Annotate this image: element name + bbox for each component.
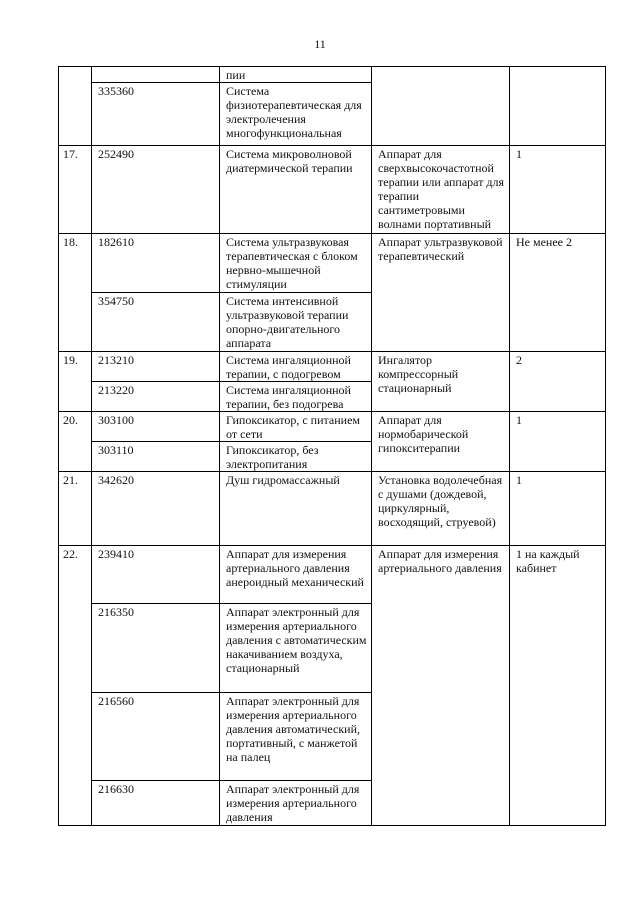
name-cell: Аппарат электронный для измерения артериального давления с автоматическим накачиванием воздуха, стационарный: [220, 604, 372, 693]
device-cell: Ингалятор компрессорный стационарный: [372, 352, 510, 412]
code-cell: 239410: [92, 546, 220, 604]
code-cell: [92, 67, 220, 83]
quantity-cell: 1 на каждый кабинет: [510, 546, 606, 826]
device-cell: Аппарат для сверхвысокочастотной терапии или аппарат для терапии сантиметровыми волнами портативный: [372, 146, 510, 234]
name-cell: Система интенсивной ультразвуковой терапии опорно-двигательного аппарата: [220, 293, 372, 352]
page-number: 11: [314, 37, 326, 51]
quantity-cell: 1: [510, 412, 606, 472]
code-cell: 303100: [92, 412, 220, 442]
row-number-cell: 21.: [59, 472, 92, 546]
table-row: [59, 234, 606, 293]
name-cell: Система ультразвуковая терапевтическая с блоком нервно-мышечной стимуляции: [220, 234, 372, 293]
name-cell: Гипоксикатор, без электропитания: [220, 442, 372, 472]
table-row: [59, 352, 606, 382]
code-cell: 182610: [92, 234, 220, 293]
code-cell: 213220: [92, 382, 220, 412]
quantity-cell: [510, 67, 606, 146]
row-number-cell: [59, 67, 92, 146]
row-number-cell: 18.: [59, 234, 92, 352]
code-cell: 216350: [92, 604, 220, 693]
quantity-cell: Не менее 2: [510, 234, 606, 352]
row-number-cell: 17.: [59, 146, 92, 234]
device-cell: Аппарат для нормобарической гипокситерапии: [372, 412, 510, 472]
name-cell: Система ингаляционной терапии, без подогрева: [220, 382, 372, 412]
table-row: [59, 546, 606, 604]
name-cell: Система ингаляционной терапии, с подогревом: [220, 352, 372, 382]
code-cell: 303110: [92, 442, 220, 472]
name-cell: пии: [220, 67, 372, 83]
name-cell: Аппарат для измерения артериального давления анероидный механический: [220, 546, 372, 604]
device-cell: [372, 67, 510, 146]
table-row: [59, 67, 606, 83]
code-cell: 216630: [92, 781, 220, 826]
code-cell: 335360: [92, 83, 220, 146]
code-cell: 252490: [92, 146, 220, 234]
device-cell: Аппарат ультразвуковой терапевтический: [372, 234, 510, 352]
device-cell: Установка водолечебная с душами (дождевой, циркулярный, восходящий, струевой): [372, 472, 510, 546]
code-cell: 216560: [92, 693, 220, 781]
name-cell: Система физиотерапевтическая для электролечения многофункциональная: [220, 83, 372, 146]
equipment-table: [58, 66, 606, 826]
code-cell: 354750: [92, 293, 220, 352]
quantity-cell: 1: [510, 146, 606, 234]
name-cell: Гипоксикатор, с питанием от сети: [220, 412, 372, 442]
name-cell: Душ гидромассажный: [220, 472, 372, 546]
code-cell: 213210: [92, 352, 220, 382]
code-cell: 342620: [92, 472, 220, 546]
row-number-cell: 20.: [59, 412, 92, 472]
row-number-cell: 22.: [59, 546, 92, 826]
name-cell: Аппарат электронный для измерения артериального давления автоматический, портативный, с манжетой на палец: [220, 693, 372, 781]
name-cell: Система микроволновой диатермической терапии: [220, 146, 372, 234]
row-number-cell: 19.: [59, 352, 92, 412]
table-row: [59, 146, 606, 234]
table-row: [59, 472, 606, 546]
device-cell: Аппарат для измерения артериального давления: [372, 546, 510, 826]
name-cell: Аппарат электронный для измерения артериального давления: [220, 781, 372, 826]
quantity-cell: 1: [510, 472, 606, 546]
table-row: [59, 412, 606, 442]
quantity-cell: 2: [510, 352, 606, 412]
